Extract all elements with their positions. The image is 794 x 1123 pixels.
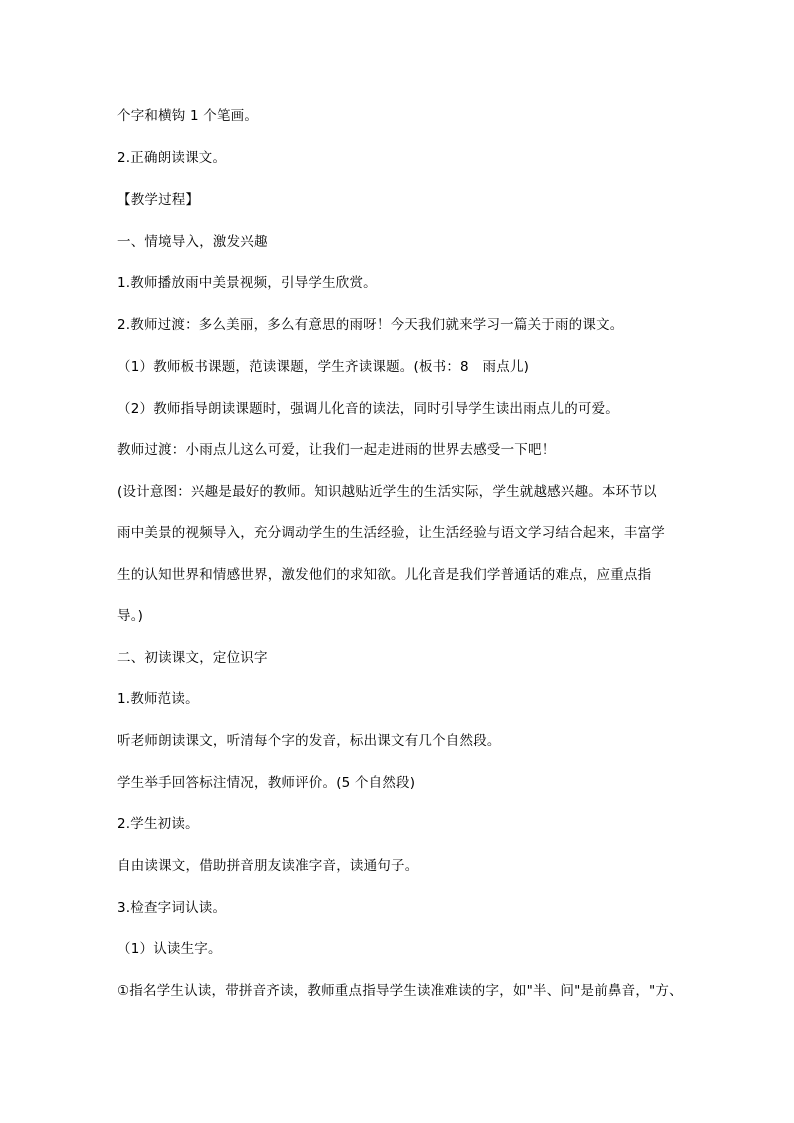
section-heading: 二、初读课文，定位识字 xyxy=(117,650,268,666)
text-line: 1.教师范读。 xyxy=(117,691,199,707)
section-heading: 【教学过程】 xyxy=(117,192,200,208)
text-line: （1）教师板书课题，范读课题，学生齐读课题。(板书：8 雨点儿) xyxy=(117,359,530,375)
text-line: （2）教师指导朗读课题时，强调儿化音的读法，同时引导学生读出雨点儿的可爱。 xyxy=(117,401,619,417)
section-heading: 一、情境导入，激发兴趣 xyxy=(117,234,268,250)
text-line: 1.教师播放雨中美景视频，引导学生欣赏。 xyxy=(117,275,377,291)
text-line: 听老师朗读课文，听清每个字的发音，标出课文有几个自然段。 xyxy=(117,733,501,749)
text-line: 教师过渡：小雨点儿这么可爱，让我们一起走进雨的世界去感受一下吧！ xyxy=(117,442,556,458)
text-line: (设计意图：兴趣是最好的教师。知识越贴近学生的生活实际，学生就越感兴趣。本环节以 xyxy=(117,484,657,500)
text-line: 3.检查字词认读。 xyxy=(117,900,227,916)
text-line: 2.教师过渡：多么美丽，多么有意思的雨呀！今天我们就来学习一篇关于雨的课文。 xyxy=(117,317,624,333)
text-line: 学生举手回答标注情况，教师评价。(5 个自然段) xyxy=(117,775,416,791)
text-line: 生的认知世界和情感世界，激发他们的求知欲。儿化音是我们学普通话的难点，应重点指 xyxy=(117,567,652,583)
text-line: 导。) xyxy=(117,608,144,624)
text-line: 2.学生初读。 xyxy=(117,816,199,832)
text-line: ①指名学生认读，带拼音齐读，教师重点指导学生读准难读的字，如"半、问"是前鼻音，"方、 xyxy=(117,983,683,999)
text-line: 2.正确朗读课文。 xyxy=(117,150,227,166)
text-line: 雨中美景的视频导入，充分调动学生的生活经验，让生活经验与语文学习结合起来，丰富学 xyxy=(117,525,665,541)
text-line: 个字和横钩 1 个笔画。 xyxy=(117,108,259,124)
text-line: （1）认读生字。 xyxy=(117,941,222,957)
text-line: 自由读课文，借助拼音朋友读准字音，读通句子。 xyxy=(117,858,419,874)
